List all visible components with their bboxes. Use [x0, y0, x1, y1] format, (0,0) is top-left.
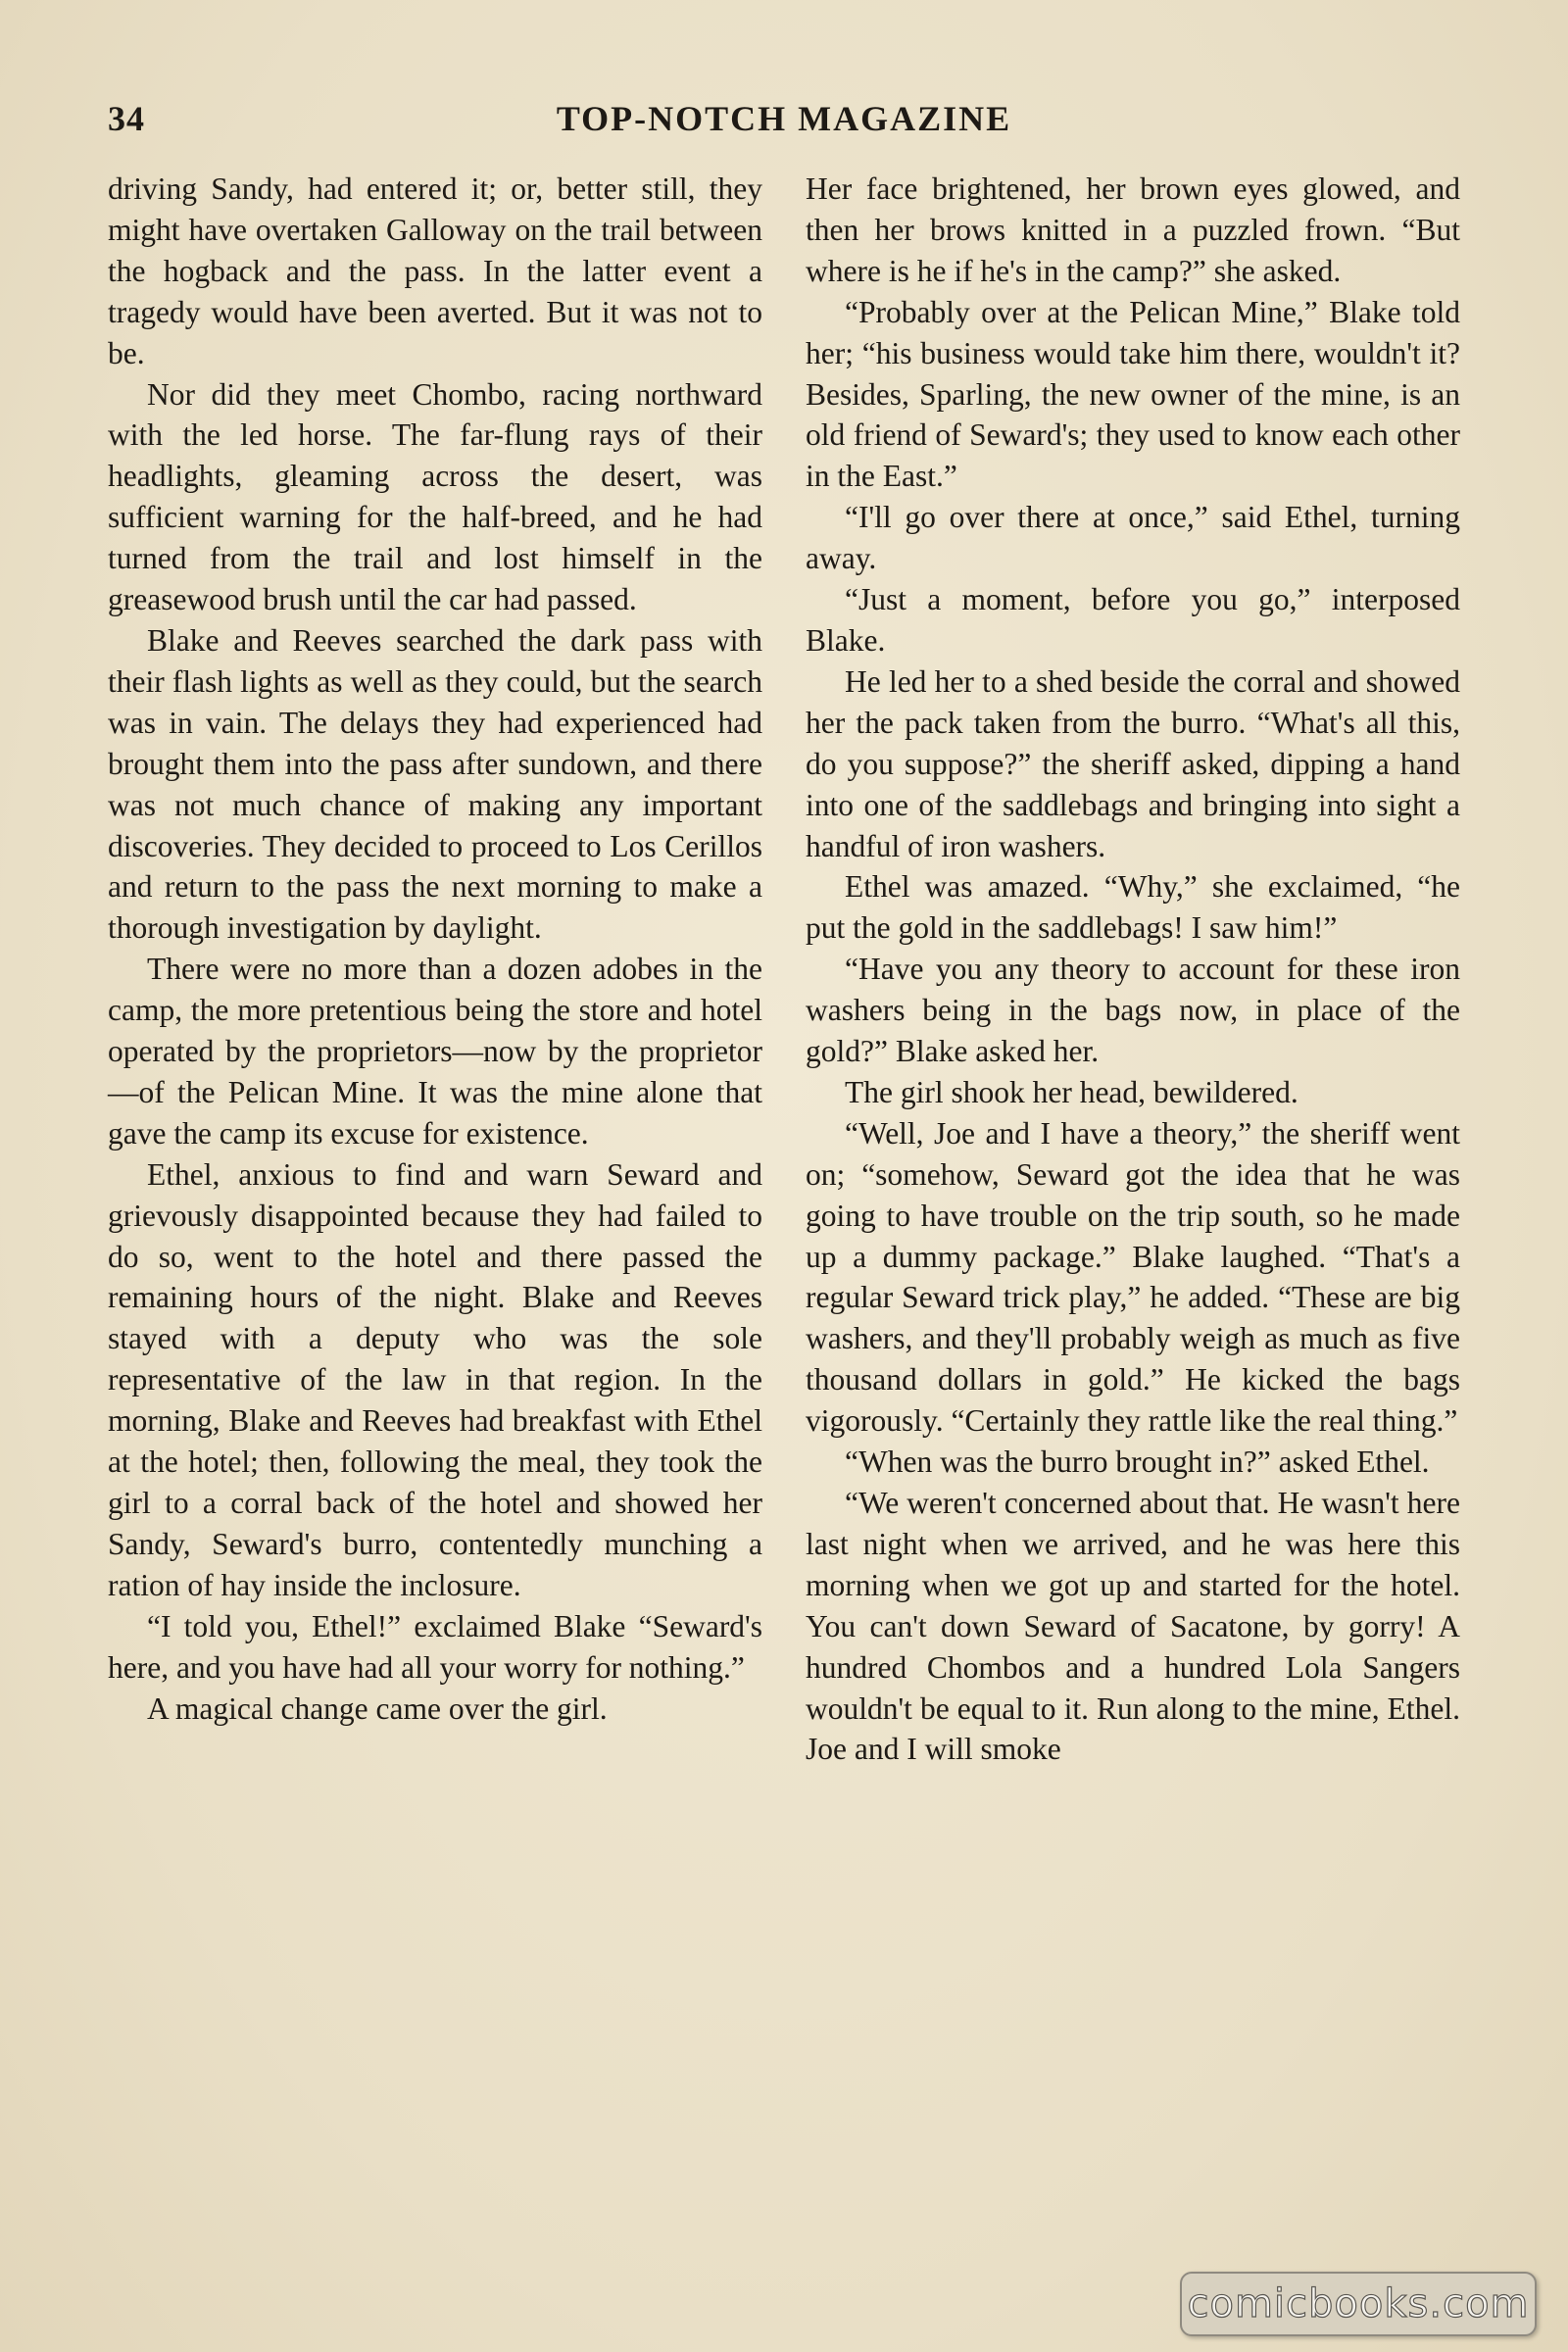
- paragraph: Nor did they meet Chombo, racing northward with the led horse. The far-flung rays of their headlights, gleaming across the desert, was sufficient warning for the half-breed, and he had turned from the trail and lost himself in the greasewood brush until the car had passed.: [108, 376, 762, 617]
- paragraph: “Probably over at the Pelican Mine,” Blake told her; “his business would take him there, wouldn't it? Besides, Sparling, the new owner of the mine, is an old friend of Seward's; they used to know each other in the East.”: [806, 294, 1460, 494]
- watermark-badge: [1180, 2272, 1537, 2336]
- paragraph: He led her to a shed beside the corral and showed her the pack taken from the burro. “What's all this, do you suppose?” the sheriff asked, dipping a hand into one of the saddlebags and bringing into sight a handful of iron washers.: [806, 663, 1460, 863]
- right-column: [806, 169, 1460, 2227]
- paragraph: “When was the burro brought in?” asked Ethel.: [845, 1445, 1430, 1480]
- paragraph: A magical change came over the girl.: [147, 1690, 608, 1726]
- paragraph: “Have you any theory to account for these iron washers being in the bags now, in place of the gold?” Blake asked her.: [806, 952, 1460, 1069]
- paragraph: Ethel was amazed. “Why,” she exclaimed, “he put the gold in the saddlebags! I saw him!”: [806, 869, 1460, 946]
- page-header: [108, 98, 1460, 147]
- left-column: [108, 169, 762, 2227]
- paragraph: “We weren't concerned about that. He wasn't here last night when we arrived, and he was here this morning when we got up and started for the hotel. You can't down Seward of Sacatone, by gorry! A hundred Chombos and a hundred Lola Sangers wouldn't be equal to it. Run along to the mine, Ethel. Joe and I will smoke: [806, 1486, 1460, 1767]
- paragraph: Blake and Reeves searched the dark pass with their flash lights as well as they could, but the search was in vain. The delays they had experienced had brought them into the pass after sundown, and there was not much chance of making any important discoveries. They decided to proceed to Los Cerillos and return to the pass the next morning to make a thorough investigation by daylight.: [108, 622, 762, 946]
- paragraph: There were no more than a dozen adobes in the camp, the more pretentious being the store and hotel operated by the proprietors—now by the proprietor—of the Pelican Mine. It was the mine alone that gave the camp its excuse for existence.: [108, 952, 762, 1151]
- text-columns: [108, 169, 1460, 2227]
- paragraph: “I'll go over there at once,” said Ethel, turning away.: [806, 500, 1460, 576]
- paragraph: Ethel, anxious to find and warn Seward and grievously disappointed because they had failed to do so, went to the hotel and there passed the remaining hours of the night. Blake and Reeves stayed with a deputy who was the sole representative of the law in that region. In the morning, Blake and Reeves had breakfast with Ethel at the hotel; then, following the meal, they took the girl to a corral back of the hotel and showed her Sandy, Seward's burro, contentedly munching a ration of hay inside the inclosure.: [108, 1156, 762, 1602]
- paragraph: Her face brightened, her brown eyes glowed, and then her brows knitted in a puzzled frown. “But where is he if he's in the camp?” she asked.: [806, 172, 1460, 288]
- paragraph: “Well, Joe and I have a theory,” the sheriff went on; “somehow, Seward got the idea that he was going to have trouble on the trip south, so he made up a dummy package.” Blake laughed. “That's a regular Seward trick play,” he added. “These are big washers, and they'll probably weigh as much as five thousand dollars in gold.” He kicked the bags vigorously. “Certainly they rattle like the real thing.”: [806, 1115, 1460, 1439]
- magazine-title: TOP-NOTCH MAGAZINE: [556, 99, 1012, 138]
- paragraph: The girl shook her head, bewildered.: [845, 1074, 1298, 1109]
- paragraph: “Just a moment, before you go,” interposed Blake.: [806, 582, 1460, 658]
- paragraph: “I told you, Ethel!” exclaimed Blake “Seward's here, and you have had all your worry for nothing.”: [108, 1608, 762, 1685]
- watermark-text: comicbooks.com: [1187, 2281, 1530, 2327]
- page-number: 34: [108, 99, 145, 138]
- paragraph: driving Sandy, had entered it; or, better still, they might have overtaken Galloway on the trail between the hogback and the pass. In the latter event a tragedy would have been averted. But it was not to be.: [108, 172, 762, 370]
